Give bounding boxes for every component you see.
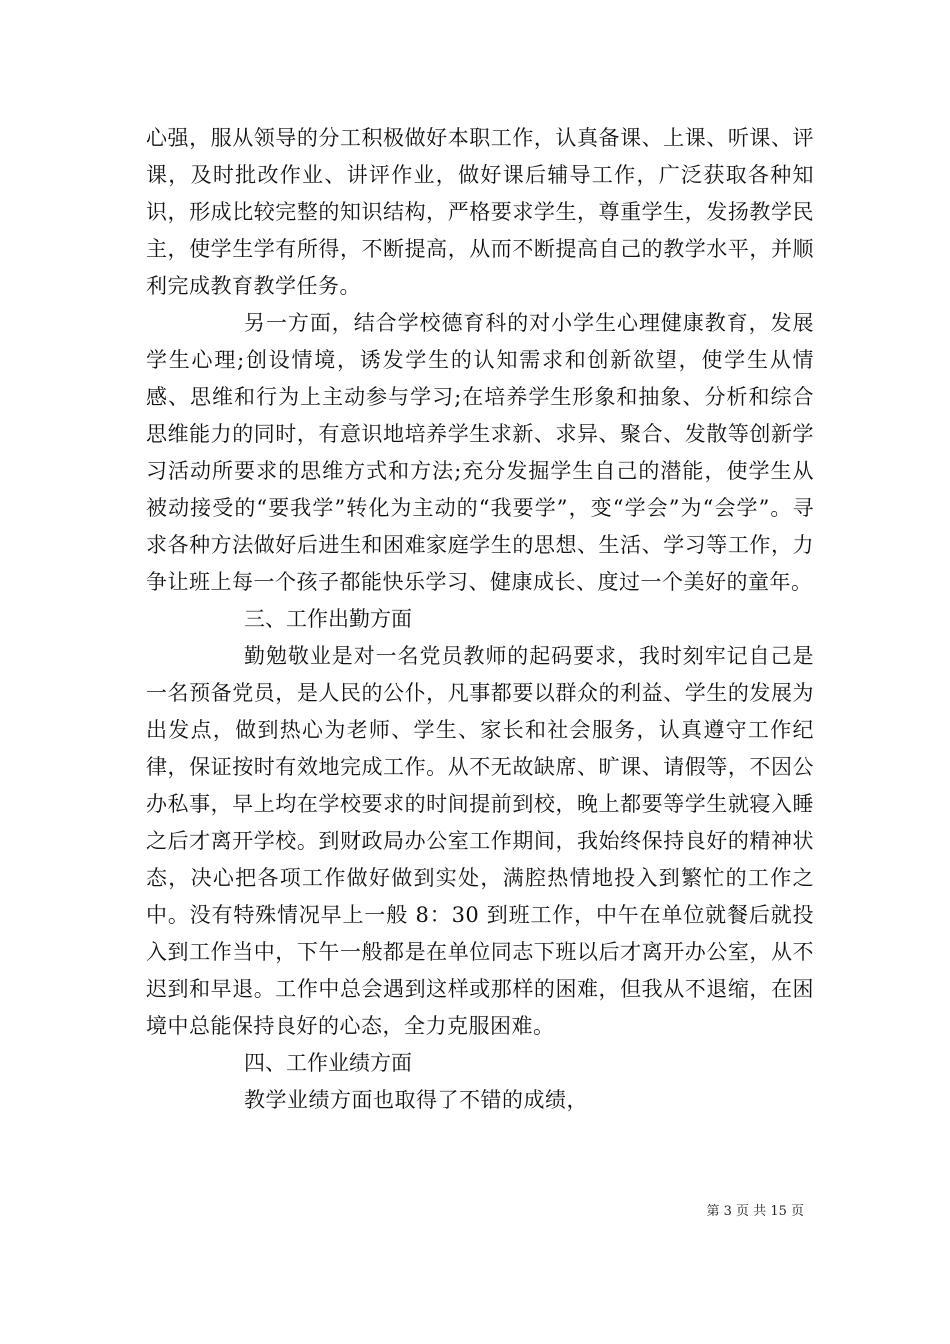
page-number-footer: 第 3 页 共 15 页: [706, 1204, 804, 1219]
paragraph-attendance: 勤勉敬业是对一名党员教师的起码要求，我时刻牢记自己是一名预备党员，是人民的公仆，凡事都要以群众的利益、学生的发展为出发点，做到热心为老师、学生、家长和社会服务，认真遵守工作纪律，保证按时有效地完成工作。从不无故缺席、旷课、请假等，不因公办私事，早上均在学校要求的时间提前到校，晚上都要等学生就寝入睡之后才离开学校。到财政局办公室工作期间，我始终保持良好的精神状态，决心把各项工作做好做到实处，满腔热情地投入到繁忙的工作之中。没有特殊情况早上一般 8：30 到班工作，中午在单位就餐后就投入到工作当中，下午一般都是在单位同志下班以后才离开办公室，从不迟到和早退。工作中总会遇到这样或那样的困难，但我从不退缩，在困境中总能保持良好的心态，全力克服困难。: [146, 644, 814, 1038]
document-body: [146, 120, 814, 1119]
section-heading-performance: 四、工作业绩方面: [244, 1051, 412, 1075]
section-heading-attendance: 三、工作出勤方面: [244, 607, 412, 631]
paragraph-continuation: 心强，服从领导的分工积极做好本职工作，认真备课、上课、听课、评课，及时批改作业、讲评作业，做好课后辅导工作，广泛获取各种知识，形成比较完整的知识结构，严格要求学生，尊重学生，发扬教学民主，使学生学有所得，不断提高，从而不断提高自己的教学水平，并顺利完成教育教学任务。: [146, 126, 814, 298]
paragraph-psychology-education: 另一方面，结合学校德育科的对小学生心理健康教育，发展学生心理;创设情境，诱发学生的认知需求和创新欲望，使学生从情感、思维和行为上主动参与学习;在培养学生形象和抽象、分析和综合思维能力的同时，有意识地培养学生求新、求异、聚合、发散等创新学习活动所要求的思维方式和方法;充分发掘学生自己的潜能，使学生从被动接受的“要我学”转化为主动的“我要学”，变“学会”为“会学”。寻求各种方法做好后进生和困难家庭学生的思想、生活、学习等工作，力争让班上每一个孩子都能快乐学习、健康成长、度过一个美好的童年。: [146, 311, 814, 594]
paragraph-performance: 教学业绩方面也取得了不错的成绩，: [244, 1088, 588, 1112]
